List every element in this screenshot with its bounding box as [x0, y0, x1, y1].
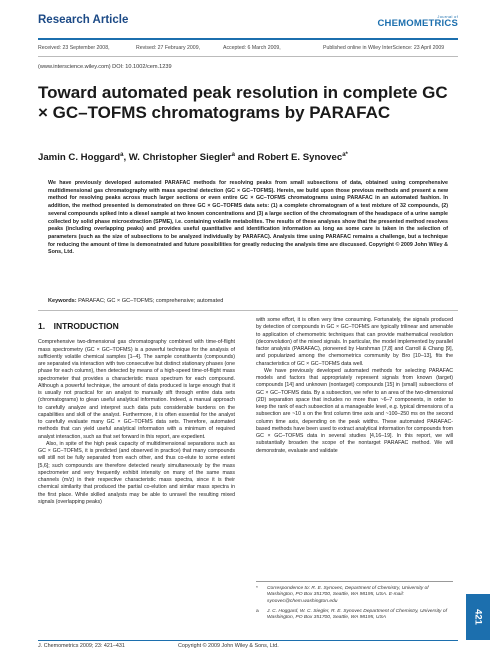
keywords-label: Keywords:	[48, 298, 77, 304]
body-paragraph: Comprehensive two-dimensional gas chromatography combined with time-of-flight mass spectrometry (GC × GC–TOFMS) is a powerful technique for the analysis of sufficiently volatile chemical samples [1–4]. The sample constituents (compounds) are separated via interaction with two consecutive but distinct stationary phases (one phase for each column), then detected by means of a high-speed time-of-flight mass spectrometer that provides a characteristic mass spectrum for each compound. Although a powerful technique, the amount of data produced is large enough that it is usually not practical for an analyst to manually sift through entire data sets (chromatograms) to glean useful analytical information. Indeed, a manual approach to carefully analyze and interpret such data puts considerable burdens on the capabilities and skill of the analyst. Furthermore, it is often essential for the analyst to carefully evaluate many GC × GC–TOFMS data sets. Therefore, automated methods that can yield useful analytical information with a minimum of required analyst interaction, such as that set forward in this report, are expedient.	[38, 339, 235, 440]
footer-divider	[38, 640, 458, 641]
footnote-divider	[256, 581, 453, 582]
published-date: Published online in Wiley InterScience: 23 April 2009	[323, 45, 445, 51]
author-affiliation-mark: a	[231, 152, 236, 158]
article-type-label: Research Article	[38, 14, 129, 26]
abstract-divider	[38, 310, 458, 311]
page-number-tab	[466, 594, 490, 640]
page-footer	[38, 643, 458, 653]
author-affiliation-mark: a*	[342, 152, 348, 158]
footnotes	[256, 586, 456, 625]
author-separator: ,	[123, 152, 129, 164]
author-name: W. Christopher Siegler	[128, 152, 232, 164]
author-name: Robert E. Synovec	[257, 152, 343, 164]
dates-divider	[38, 56, 458, 57]
author-affiliation-mark: a	[120, 152, 124, 158]
journal-citation: J. Chemometrics 2009; 23: 421–431	[38, 643, 125, 649]
footnote-text: Correspondence to: R. E. Synovec, Department of Chemistry, University of Washington, PO Box 351700, Seattle, WA 98195, USA. E-mail: synovec@chem.washington.edu	[267, 586, 429, 604]
section-heading-introduction: 1. INTRODUCTION	[38, 321, 119, 331]
author-separator: and	[235, 152, 258, 164]
author-list	[38, 152, 458, 163]
received-date: Received: 23 September 2008,	[38, 45, 110, 51]
publication-dates	[38, 45, 458, 55]
journal-logo	[377, 14, 458, 29]
journal-header	[38, 10, 458, 40]
keywords-text: PARAFAC; GC × GC–TOFMS; comprehensive; automated	[78, 298, 224, 304]
journal-logo-name: CHEMOMETRICS	[377, 18, 458, 29]
page-number: 421	[472, 609, 484, 625]
footnote-mark: a	[256, 608, 259, 614]
copyright-notice: Copyright © 2009 John Wiley & Sons, Ltd.	[178, 643, 279, 649]
header-divider	[38, 38, 458, 40]
footnote-mark: *	[256, 586, 258, 591]
footnote-text: J. C. Hoggard, W. C. Siegler, R. E. Synovec Department of Chemistry, University of Washington, PO Box 351700, Seattle, WA 98195, USA	[267, 608, 447, 621]
keywords	[48, 298, 448, 304]
doi-line: (www.interscience.wiley.com) DOI: 10.1002/cem.1239	[38, 64, 172, 70]
body-paragraph: with some effort, it is often very time consuming. Fortunately, the signals produced by detection of compounds in GC × GC–TOFMS are typically trilinear and amenable to application of chemometric techniques that can provide mathematical resolution (deconvolution) of the mixed signals. In particular, the model implemented by parallel factor analysis (PARAFAC), pioneered by Harshman [7,8] and Carroll & Chang [9], and popularized among the chemometrics community by Bro [10–13], fits the characteristics of GC × GC–TOFMS data well.	[256, 317, 453, 367]
body-column-left	[38, 317, 235, 506]
body-column-right	[256, 317, 453, 455]
footnote-correspondence	[256, 586, 456, 605]
journal-logo-prefix: Journal of	[437, 14, 458, 19]
author-name: Jamin C. Hoggard	[38, 152, 121, 164]
revised-date: Revised: 27 February 2009,	[136, 45, 201, 51]
article-title: Toward automated peak resolution in complete GC × GC–TOFMS chromatograms by PARAFAC	[38, 83, 448, 122]
accepted-date: Accepted: 6 March 2009,	[223, 45, 281, 51]
footnote-affiliation	[256, 609, 456, 622]
body-paragraph: Also, in spite of the high peak capacity of multidimensional separations such as GC × GC–TOFMS, it is predicted (and observed in practice) that many compounds will still not be fully separated from each other, and thus co-elute to some extent [5,6]; such compounds are therefore detected nearly simultaneously by the mass spectrometer and very frequently exhibit intensity on many of the same mass channels (m/z) in their respective characteristic mass spectra, since it is their chemical similarity that produced the partial co-elution and similar mass spectra in the first place. While skilled analysts may be able to unravel the resulting mixed signals (overlapping peaks)	[38, 440, 235, 505]
body-paragraph: We have previously developed automated methods for selecting PARAFAC models and factors that appropriately represent signals from known (target) compounds [14] and unknown (nontarget) compounds [15] in (small) subsections of GC × GC–TOFMS data. By a subsection, we refer to an area of the two-dimensional (2D) separation space that includes no more than ~6–7 components, in order to keep the rank of each subsection at a manageable level, e.g. typical dimensions of a subsection are ~10 s on the first column time axis and ~100–250 ms on the second column time axis, depending on the peak widths. These automated PARAFAC-based methods have been used to extract analytical information for compounds from GC × GC–TOFMS data in several studies [4,16–19]. In this report, we will substantially broaden the scope of the nontarget PARAFAC method. We will demonstrate, evaluate and validate	[256, 367, 453, 454]
abstract: We have previously developed automated PARAFAC methods for resolving peaks from small subsections of data, obtained using comprehensive multidimensional gas chromatography with mass spectral detection (GC × GC–TOFMS). Herein, we build upon those previous methods and present a new method for resolving peaks across much larger sections or even entire GC × GC–TOFMS chromatograms using PARAFAC in an automated fashion. In addition, the method presented is demonstrated on three GC × GC–TOFMS data sets: (1) a complete chromatogram of a test mixture of 32 compounds, (2) several compounds spiked into a diesel sample at two known concentrations and (3) a large section of the chromatogram of the headspace of a urine sample collected by solid phase microextraction (SPME), i.e. containing volatile metabolites. The results of these analyses show that the presented method resolves peaks (including overlapping peaks) and provides useful quantitative and identification information as long as some care is taken in the selection of parameters (such as the size of subsections to be analyzed individually by PARAFAC). Analysis time using PARAFAC remains a challenge, but a technique for reducing the amount of time is demonstrated and future possibilities for greatly reducing the analysis time are discussed. Copyright © 2009 John Wiley & Sons, Ltd.	[48, 180, 448, 256]
